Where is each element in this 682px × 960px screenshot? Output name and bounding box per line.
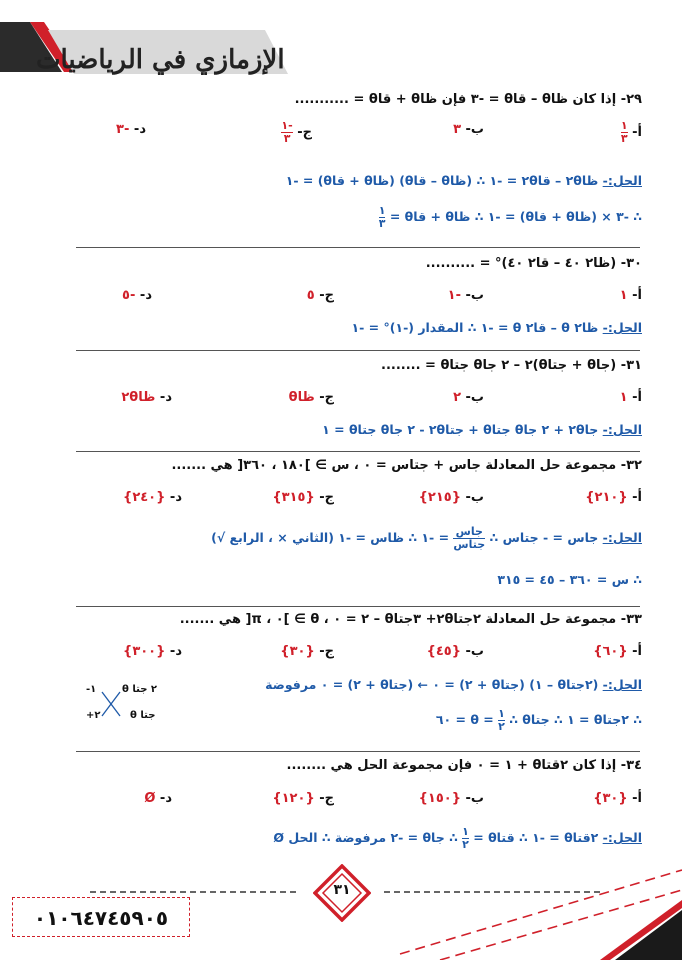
- q33-option-d: [123, 644, 182, 659]
- solution-text: (٢جتاθ – ١) (جتاθ + ٢) = ٠ ← (جتاθ + ٢) = ٠ مرفوضة: [265, 677, 599, 692]
- q33-option-b: [427, 644, 484, 659]
- option-value: {٢٤٠}: [123, 490, 166, 505]
- solution-heading: الحل:-: [602, 173, 642, 188]
- solution-text: جا٢θ + ٢ جاθ جتاθ + جتا٢θ - ٢ جاθ جتاθ = ١: [322, 422, 599, 437]
- q29-solution-line-1: [286, 173, 642, 188]
- option-value: ٣: [453, 122, 461, 137]
- divider: [76, 751, 640, 752]
- denominator: ٢: [462, 838, 469, 851]
- option-label: د-: [169, 644, 182, 659]
- denominator: ٣: [378, 217, 386, 230]
- factor-root-1: -١: [86, 684, 97, 695]
- option-label: د-: [159, 791, 172, 806]
- option-label: ب-: [465, 490, 484, 505]
- option-label: ب-: [465, 644, 484, 659]
- fraction: [453, 526, 485, 551]
- q33-solution-line-1: [265, 677, 642, 692]
- option-label: ب-: [465, 122, 484, 137]
- q32-option-c: [272, 490, 334, 505]
- option-label: د-: [159, 390, 172, 405]
- option-label: أ-: [632, 644, 642, 659]
- question-29: ٢٩- إذا كان ظاθ – قاθ = -٣ فإن ظاθ + قاθ = ...........: [294, 92, 642, 107]
- q32-option-d: [123, 490, 182, 505]
- solution-text: = -١ ∴ ظاس = -١ (الثاني × ، الرابع √): [211, 530, 450, 545]
- option-label: أ-: [632, 288, 642, 303]
- option-label: ج-: [319, 791, 334, 806]
- option-value: {١٢٠}: [272, 791, 315, 806]
- numerator: جاس: [455, 525, 483, 538]
- q31-option-b: [453, 390, 484, 405]
- option-label: ج-: [319, 490, 334, 505]
- option-value: {٣٠}: [280, 644, 315, 659]
- factor-top-label: ٢ جتا θ: [122, 684, 157, 695]
- option-value: {٢١٥}: [418, 490, 461, 505]
- option-value: ٢: [453, 390, 461, 405]
- option-label: أ-: [632, 125, 642, 140]
- q30-option-b: [448, 288, 484, 303]
- option-label: ج-: [319, 390, 334, 405]
- option-label: ج-: [297, 125, 312, 140]
- q34-solution-line-1: [273, 826, 642, 851]
- option-value: -١: [447, 288, 461, 303]
- solution-text: ∴ جاθ = -٢ مرفوضة ∴ الحل Ø: [273, 830, 458, 845]
- question-32: ٣٢- مجموعة حل المعادلة جاس + جتاس = ٠ ، س ∋ ]١٨٠ ، ٣٦٠[ هي .......: [171, 458, 642, 473]
- numerator: ١: [498, 707, 505, 720]
- solution-heading: الحل:-: [602, 830, 642, 845]
- solution-heading: الحل:-: [602, 320, 642, 335]
- option-value: -٣: [116, 122, 130, 137]
- q31-option-c: [289, 390, 334, 405]
- option-label: ج-: [319, 288, 334, 303]
- denominator: ٣: [283, 132, 291, 145]
- q33-option-c: [280, 644, 334, 659]
- denominator: جتاس: [453, 538, 486, 551]
- option-value: -٥: [122, 288, 136, 303]
- solution-text: ظا٢θ – قا٢θ = -١ ∴ (ظاθ – قاθ) (ظاθ + قاθ) = -١: [285, 173, 599, 188]
- q30-option-a: [620, 288, 642, 303]
- q34-option-c: [272, 791, 334, 806]
- option-label: أ-: [632, 390, 642, 405]
- q34-option-b: [419, 791, 484, 806]
- q31-option-a: [620, 390, 642, 405]
- q30-solution-line-1: [351, 320, 642, 335]
- q30-option-d: [122, 288, 152, 303]
- q29-option-a: [621, 120, 642, 145]
- fraction: [462, 826, 469, 851]
- page-number: ٣١: [333, 882, 351, 898]
- solution-text: ∴ ٢جتاθ = ١ ∴ جتاθ =: [470, 712, 642, 727]
- q29-option-b: [453, 122, 484, 137]
- option-value: ٥: [306, 288, 315, 303]
- option-value: ١: [619, 390, 628, 405]
- q34-option-a: [593, 791, 642, 806]
- divider: [76, 606, 640, 607]
- option-value: {٢١٠}: [585, 490, 628, 505]
- option-value: ظاθ: [288, 390, 315, 405]
- solution-text: جاس = - جتاس ∴: [489, 530, 599, 545]
- factoring-diagram: [86, 682, 166, 730]
- question-33: ٣٣- مجموعة حل المعادلة ٢جتا٢θ+ ٣جتاθ – ٢ = ٠ ، θ ∋ ]٠ ، π[ هي .......: [179, 612, 642, 627]
- question-31: ٣١- (جاθ + جتاθ)٢ – ٢ جاθ جتاθ = ........: [381, 358, 642, 373]
- divider: [76, 247, 640, 248]
- fraction: [281, 120, 292, 145]
- q32-solution-line-2: ∴ س = ٣٦٠ – ٤٥ = ٣١٥: [497, 572, 642, 587]
- q29-solution-line-2: [379, 205, 642, 230]
- option-label: ب-: [465, 791, 484, 806]
- solution-text: ∴ -٣ × (ظاθ + قاθ) = -١ ∴ ظاθ + قاθ =: [389, 209, 642, 224]
- option-label: أ-: [632, 490, 642, 505]
- option-value: {٣١٥}: [272, 490, 315, 505]
- option-value: {٤٥}: [426, 644, 461, 659]
- option-label: أ-: [632, 791, 642, 806]
- q32-solution-line-1: [211, 526, 642, 551]
- fraction: [498, 708, 505, 733]
- q34-option-d: [144, 791, 172, 806]
- fraction: [621, 120, 628, 145]
- solution-heading: الحل:-: [602, 530, 642, 545]
- divider: [76, 451, 640, 452]
- option-label: د-: [139, 288, 152, 303]
- option-value: {٣٠٠}: [123, 644, 166, 659]
- option-label: ب-: [465, 390, 484, 405]
- phone-number: ٠١٠٦٤٧٤٥٩٠٥: [12, 897, 190, 937]
- numerator: ١: [620, 119, 628, 132]
- q33-option-a: [593, 644, 642, 659]
- q31-solution-line-1: [322, 422, 642, 437]
- q31-option-d: [121, 390, 172, 405]
- q32-option-a: [585, 490, 642, 505]
- q33-solution-line-2: [436, 708, 642, 733]
- option-value: ١: [619, 288, 628, 303]
- cross-arrows-icon: [100, 690, 122, 718]
- numerator: ١: [462, 825, 469, 838]
- numerator: -١: [281, 119, 293, 132]
- factor-bottom-label: جتا θ: [130, 710, 156, 721]
- fraction: [379, 205, 386, 230]
- option-label: ج-: [319, 644, 334, 659]
- option-label: د-: [133, 122, 146, 137]
- option-value: {١٥٠}: [418, 791, 461, 806]
- question-30: ٣٠- (ظا٢ ٤٠ – قا٢ ٤٠)° = ..........: [425, 256, 642, 271]
- option-label: ب-: [465, 288, 484, 303]
- option-label: د-: [169, 490, 182, 505]
- q30-option-c: [307, 288, 334, 303]
- q29-option-c: [281, 120, 312, 145]
- option-value: {٦٠}: [593, 644, 628, 659]
- q29-option-d: [116, 122, 146, 137]
- factor-root-2: +٢: [86, 710, 101, 721]
- solution-text: ظا٢ θ – قا٢ θ = -١ ∴ المقدار (-١)° = -١: [351, 320, 599, 335]
- q32-option-b: [419, 490, 484, 505]
- numerator: ١: [378, 204, 386, 217]
- question-34: ٣٤- إذا كان ٢قتاθ + ١ = ٠ فإن مجموعة الحل هي ........: [286, 758, 642, 773]
- solution-heading: الحل:-: [602, 677, 642, 692]
- solution-text: ٢قتاθ = -١ ∴ قتاθ =: [473, 830, 599, 845]
- option-value: ظا٢θ: [121, 390, 156, 405]
- solution-text: ∴ θ = ٦٠: [435, 712, 531, 727]
- page-title: الإزمازي في الرياضيات: [36, 45, 285, 75]
- divider: [76, 350, 640, 351]
- denominator: ٣: [620, 132, 628, 145]
- option-value: Ø: [144, 791, 156, 806]
- solution-heading: الحل:-: [602, 422, 642, 437]
- option-value: {٣٠}: [593, 791, 628, 806]
- denominator: ٢: [498, 720, 505, 733]
